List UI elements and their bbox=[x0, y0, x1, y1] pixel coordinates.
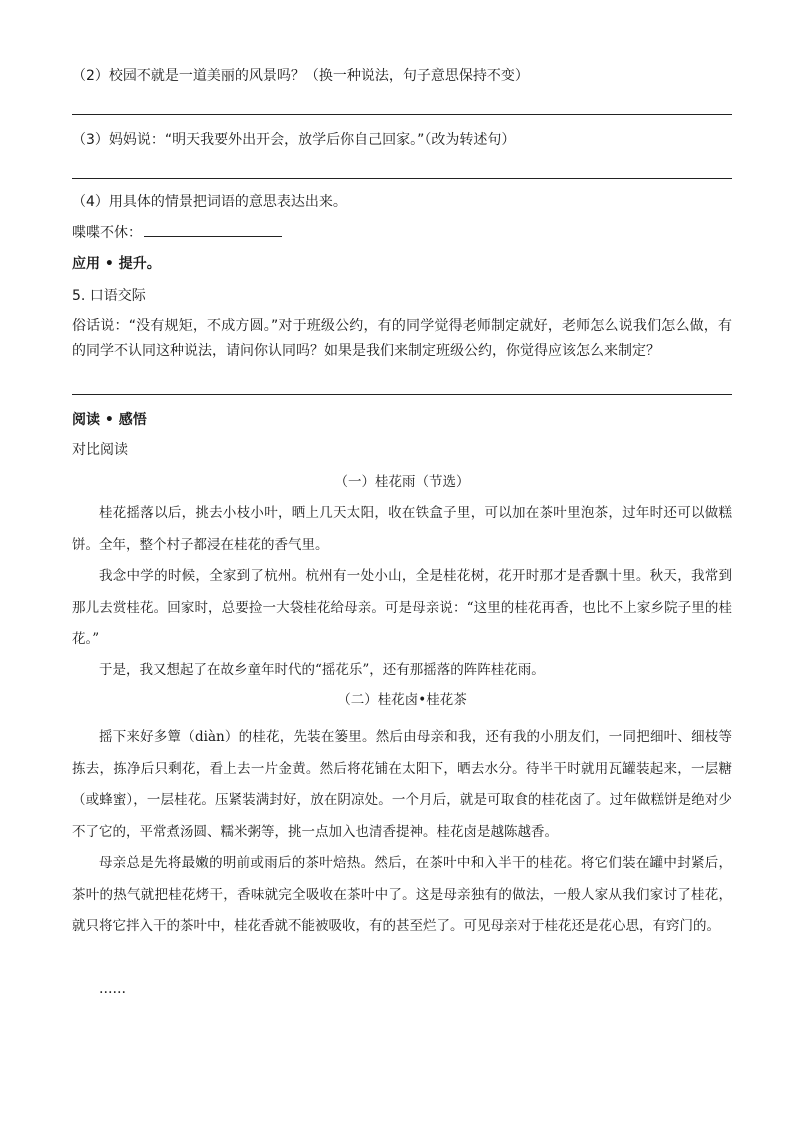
answer-line-q2[interactable] bbox=[72, 114, 732, 115]
passage-2-title: （二）桂花卤•桂花茶 bbox=[337, 692, 467, 708]
answer-line-q3[interactable] bbox=[72, 178, 732, 179]
passage-2-ellipsis: …… bbox=[99, 981, 126, 997]
question-2: （2）校园不就是一道美丽的风景吗？（换一种说法，句子意思保持不变） bbox=[72, 68, 529, 84]
answer-blank-q4[interactable] bbox=[144, 222, 282, 237]
question-3: （3）妈妈说：“明天我要外出开会，放学后你自己回家。”（改为转述句） bbox=[72, 132, 516, 148]
section-subheading-compare: 对比阅读 bbox=[72, 442, 128, 458]
passage-2-paragraph-2: 母亲总是先将最嫩的明前或雨后的茶叶焙热。然后，在茶叶中和入半干的桂花。将它们装在罐中封紧后，茶叶的热气就把桂花烤干，香味就完全吸收在茶叶中了。这是母亲独有的做法，一般人家从我们家讨了桂花，就只将它拌入干的茶叶中，桂花香就不能被吸收，有的甚至烂了。可见母亲对于桂花还是花心思，有窍门的。 bbox=[72, 855, 732, 934]
question-5-title: 5. 口语交际 bbox=[72, 288, 146, 304]
passage-1-paragraph-1: 桂花摇落以后，挑去小枝小叶，晒上几天太阳，收在铁盒子里，可以加在茶叶里泡茶，过年时还可以做糕饼。全年，整个村子都浸在桂花的香气里。 bbox=[72, 505, 732, 553]
passage-1-title: （一）桂花雨（节选） bbox=[334, 474, 470, 490]
section-heading-reading: 阅读 • 感悟 bbox=[72, 412, 147, 428]
section-heading-apply: 应用 • 提升。 bbox=[72, 256, 161, 272]
passage-1-paragraph-2: 我念中学的时候，全家到了杭州。杭州有一处小山，全是桂花树，花开时那才是香飘十里。秋天，我常到那儿去赏桂花。回家时，总要捡一大袋桂花给母亲。可是母亲说：“这里的桂花再香，也比不上家乡院子里的桂花。” bbox=[72, 568, 732, 647]
question-5-text: 俗话说：“没有规矩，不成方圆。”对于班级公约，有的同学觉得老师制定就好，老师怎么说我们怎么做，有的同学不认同这种说法，请问你认同吗？如果是我们来制定班级公约，你觉得应该怎么来制定？ bbox=[72, 318, 732, 359]
question-4-word-row bbox=[72, 222, 732, 244]
passage-2-paragraph-1: 摇下来好多簟（diàn）的桂花，先装在篓里。然后由母亲和我，还有我的小朋友们，一同把细叶、细枝等拣去，拣净后只剩花，看上去一片金黄。然后将花铺在太阳下，晒去水分。待半干时就用瓦罐装起来，一层糖（或蜂蜜），一层桂花。压紧装满封好，放在阴凉处。一个月后，就是可取食的桂花卤了。过年做糕饼是绝对少不了它的，平常煮汤圆、糯米粥等，挑一点加入也清香提神。桂花卤是越陈越香。 bbox=[72, 729, 732, 840]
question-4-word: 喋喋不休： bbox=[72, 225, 142, 241]
question-4: （4）用具体的情景把词语的意思表达出来。 bbox=[72, 194, 347, 210]
answer-line-q5[interactable] bbox=[72, 394, 732, 395]
passage-1-paragraph-3: 于是，我又想起了在故乡童年时代的“摇花乐”，还有那摇落的阵阵桂花雨。 bbox=[99, 662, 545, 678]
